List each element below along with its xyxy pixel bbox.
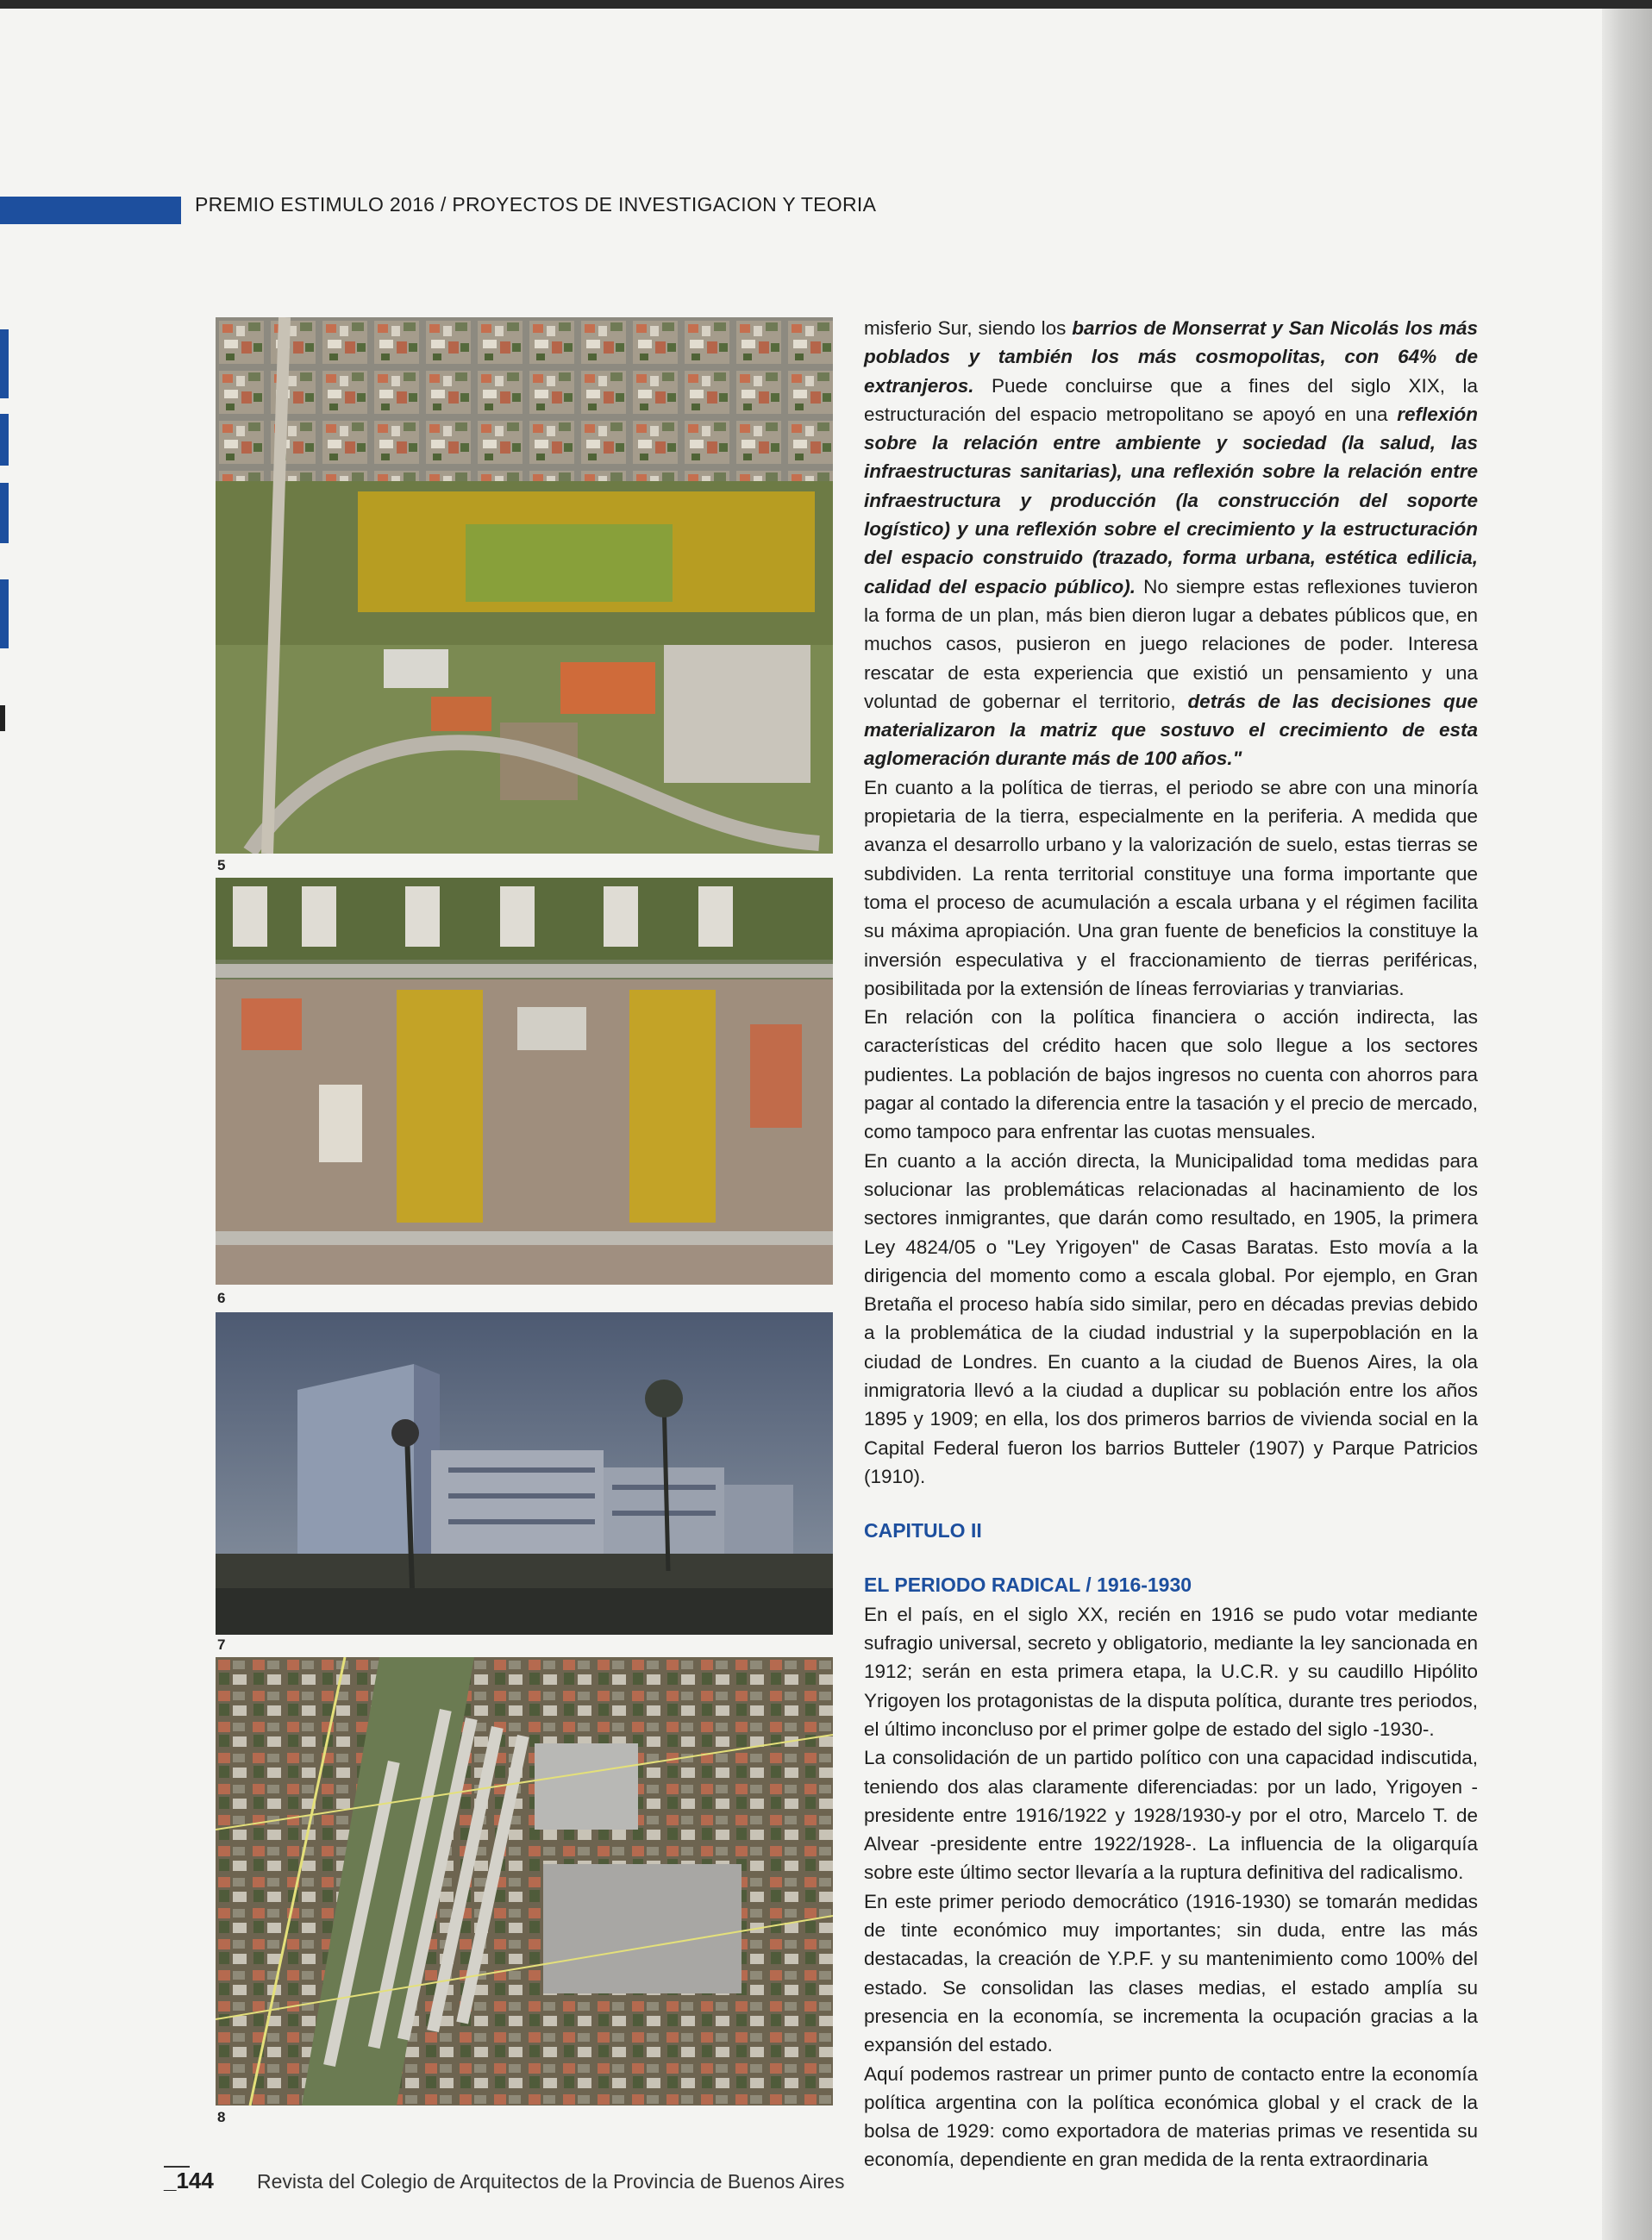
figure-7-photograph (216, 1312, 833, 1635)
header-color-bar (0, 197, 181, 224)
journal-name: Revista del Colegio de Arquitectos de la Provincia de Buenos Aires (257, 2170, 845, 2193)
margin-mark (0, 329, 9, 398)
running-header: PREMIO ESTIMULO 2016 / PROYECTOS DE INVESTIGACION Y TEORIA (195, 193, 877, 216)
figure-number: 8 (217, 2109, 226, 2125)
chapter-heading: CAPITULO II (864, 1519, 982, 1542)
figure-5-aerial-map (216, 317, 833, 854)
paragraph: Aquí podemos rastrear un primer punto de contacto entre la economía política argentina con la política económica global y el crack de la bolsa de 1929: como exportadora de materias primas ve resentida su economía, dependiente en gran medida de la renta extraordinaria (864, 2062, 1478, 2171)
paragraph: En este primer periodo democrático (1916-1930) se tomarán medidas de tinte económico muy importantes; sin duda, entre las más destacadas, la creación de Y.P.F. y su mantenimiento como 100% del estado. Se consolidan las clases medias, el estado amplía su presencia en la economía, se incrementa la ocupación gracias a la expansión del estado. (864, 1890, 1478, 2056)
margin-mark (0, 579, 9, 648)
margin-mark (0, 705, 5, 731)
section-heading: EL PERIODO RADICAL / 1916-1930 (864, 1574, 1192, 1597)
figure-number: 5 (217, 857, 226, 873)
figure-8-aerial-map (216, 1657, 833, 2105)
body-text-column (864, 314, 1478, 2174)
paragraph: En el país, en el siglo XX, recién en 1916 se pudo votar mediante sufragio universal, secreto y obligatorio, mediante la ley sancionada en 1912; serán en esta primera etapa, la U.C.R. y su caudillo Hipólito Yrigoyen los protagonistas de la disputa política, durante tres periodos, el último inconcluso por el primer golpe de estado del siglo -1930-. (864, 1603, 1478, 1740)
figure-number: 7 (217, 1636, 226, 1653)
paragraph: misferio Sur, siendo los barrios de Monserrat y San Nicolás los más poblados y también los más cosmopolitas, con 64% de extranjeros. Puede concluirse que a fines del siglo XIX, la estructuración del espacio metropolitano se apoyó en una reflexión sobre la relación entre ambiente y sociedad (la salud, las infraestructuras sanitarias), una reflexión sobre la relación entre infraestructura y producción (la construcción del soporte logístico) y una reflexión sobre el crecimiento y la estructuración del espacio construido (trazado, forma urbana, estética edilicia, calidad del espacio público). No siempre estas reflexiones tuvieron la forma de un plan, más bien dieron lugar a debates públicos que, en muchos casos, pusieron en juego relaciones de poder. Interesa rescatar de esta experiencia que existió un pensamiento y una voluntad de gobernar el territorio, detrás de las decisiones que materializaron la matriz que sostuvo el crecimiento de esta aglomeración durante más de 100 años." (864, 317, 1478, 770)
figure-6-aerial-map (216, 878, 833, 1285)
paragraph: En cuanto a la acción directa, la Municipalidad toma medidas para solucionar las problemáticas relacionadas al hacinamiento de los sectores inmigrantes, que darán como resultado, en 1905, la primera Ley 4824/05 o "Ley Yrigoyen" de Casas Baratas. Esto movía a la dirigencia del momento como a escala global. Por ejemplo, en Gran Bretaña el proceso había sido similar, pero en décadas previas debido a la problemática de la ciudad industrial y la superpoblación en la ciudad de Londres. En cuanto a la ciudad de Buenos Aires, la ola inmigratoria llevó a la ciudad a duplicar su población entre los años 1895 y 1909; en ella, los dos primeros barrios de vivienda social en la Capital Federal fueron los barrios Butteler (1907) y Parque Patricios (1910). (864, 1149, 1478, 1487)
paragraph: En relación con la política financiera o acción indirecta, las características del crédito hacen que solo llegue a los sectores pudientes. La población de bajos ingresos no cuenta con ahorros para pagar al contado la diferencia entre la tasación y el precio de mercado, como tampoco para enfrentar las cuotas mensuales. (864, 1006, 1478, 1143)
paragraph: La consolidación de un partido político con una capacidad indiscutida, teniendo dos alas claramente diferenciadas: por un lado, Yrigoyen -presidente entre 1916/1922 y 1928/1930-y por el otro, Marcelo T. de Alvear -presidente entre 1922/1928-. La influencia de la oligarquía sobre este último sector llevaría a la ruptura definitiva del radicalismo. (864, 1747, 1478, 1884)
figure-number: 6 (217, 1290, 226, 1306)
margin-mark (0, 483, 9, 543)
paragraph: En cuanto a la política de tierras, el periodo se abre con una minoría propietaria de la tierra, especialmente en la periferia. A medida que avanza el desarrollo urbano y la valorización de suelo, estas tierras se subdividen. La renta territorial constituye una forma importante que toma el proceso de acumulación a escala urbana y el régimen facilita su máxima apropiación. Una gran fuente de beneficios la constituye la inversión especulativa y el fraccionamiento de tierras periféricas, posibilitada por la extensión de líneas ferroviarias y tranviarias. (864, 776, 1478, 999)
page-number: _144 (164, 2168, 214, 2193)
margin-mark (0, 414, 9, 466)
top-rule (0, 0, 1652, 9)
page-edge-shadow (1602, 0, 1652, 2240)
